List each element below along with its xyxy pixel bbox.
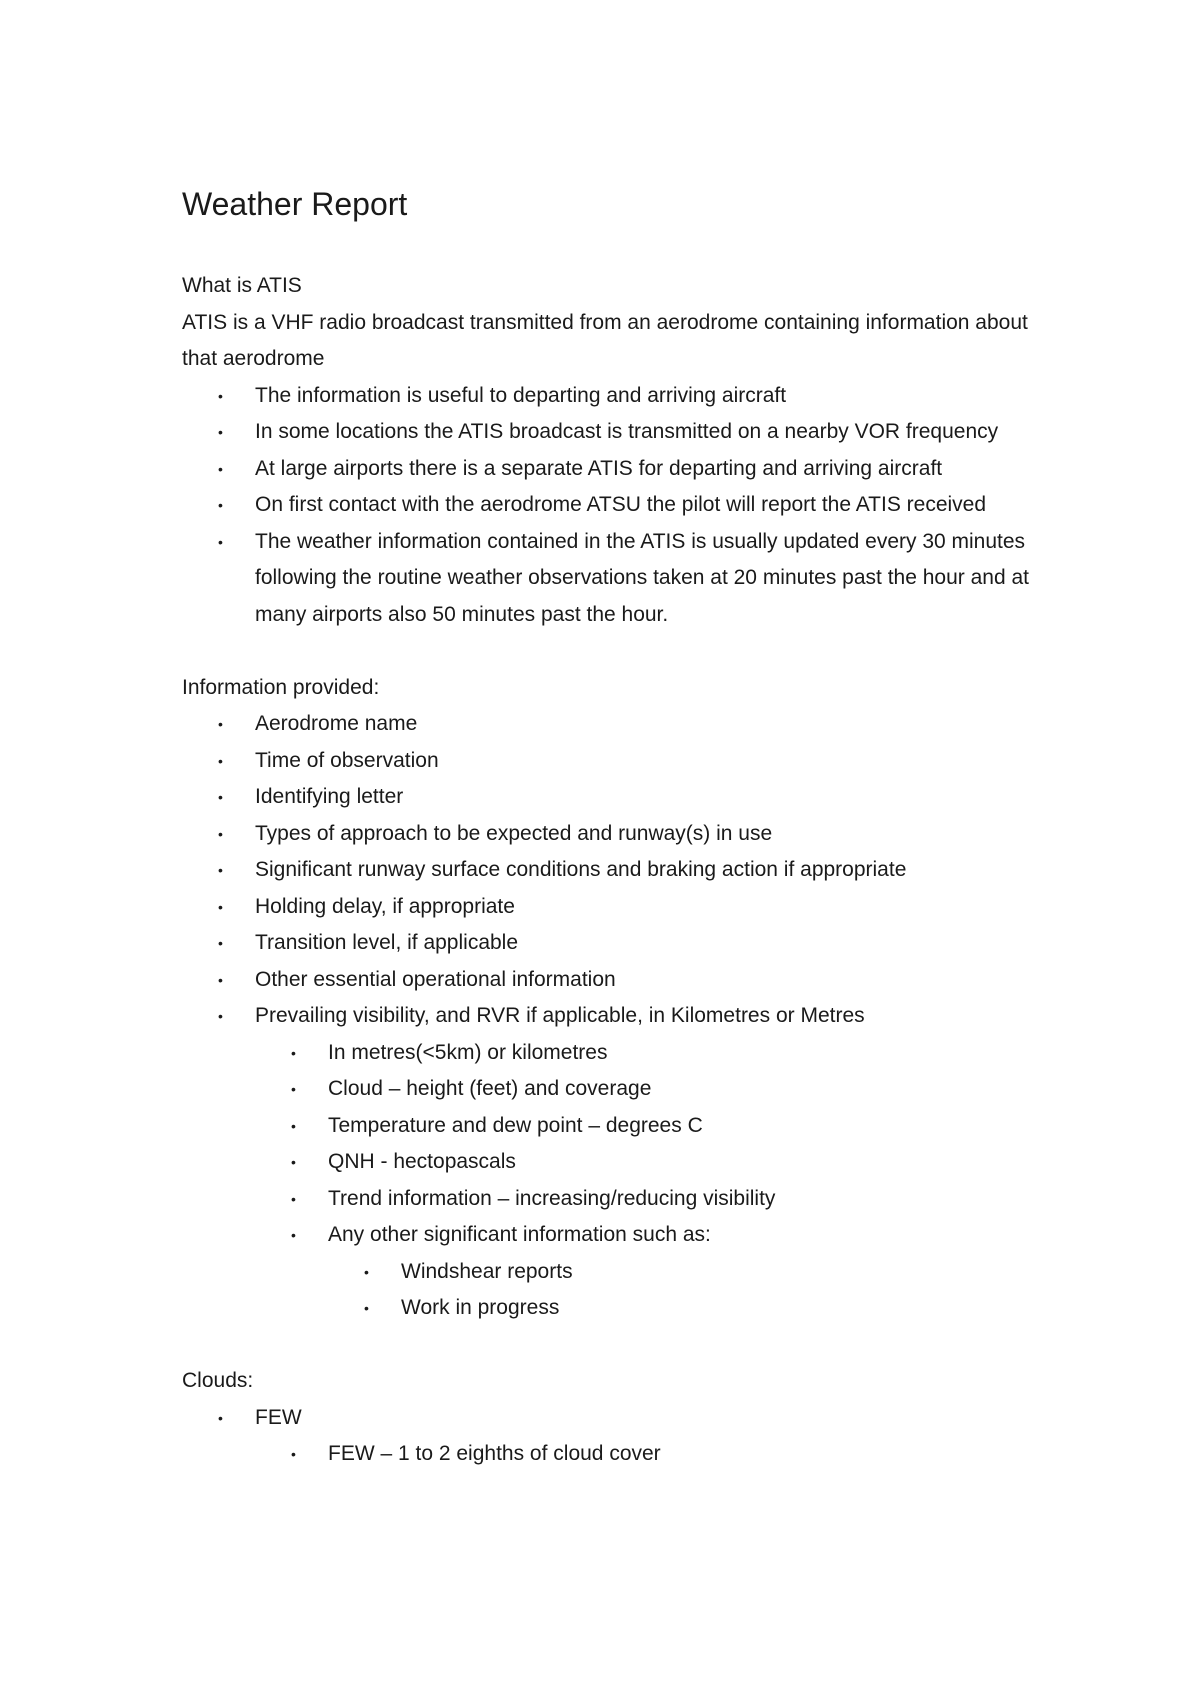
- list-item-text: Work in progress: [401, 1296, 560, 1319]
- list-item: [182, 816, 1042, 853]
- list-item: [182, 378, 1042, 415]
- bullet-icon: •: [291, 1081, 296, 1097]
- page-title: Weather Report: [182, 186, 408, 222]
- clouds-heading: Clouds:: [182, 1369, 254, 1392]
- list-item-text: FEW: [255, 1405, 302, 1429]
- list-item: [182, 1400, 1042, 1437]
- list-item-text: Temperature and dew point – degrees C: [328, 1113, 703, 1137]
- list-item-text: Windshear reports: [401, 1259, 573, 1283]
- bullet-icon: •: [364, 1300, 369, 1316]
- list-item-text: The weather information contained in the ATIS is usually updated every 30 minutes following the routine weather observations taken at 20 minutes past the hour and at many airports also 50 minutes past the hour.: [255, 529, 1029, 626]
- sub-sub-list-item: [182, 1254, 1042, 1291]
- atis-list: [182, 378, 1042, 634]
- list-item: [182, 779, 1042, 816]
- bullet-icon: •: [218, 971, 223, 988]
- info-heading: Information provided:: [182, 675, 380, 699]
- bullet-icon: •: [218, 789, 223, 805]
- list-item-text: Prevailing visibility, and RVR if applicable, in Kilometres or Metres: [255, 1004, 865, 1027]
- bullet-icon: •: [218, 862, 223, 878]
- list-item-text: In some locations the ATIS broadcast is transmitted on a nearby VOR frequency: [255, 420, 999, 443]
- list-item-text: On first contact with the aerodrome ATSU the pilot will report the ATIS received: [255, 493, 987, 516]
- bullet-icon: •: [218, 935, 223, 951]
- bullet-icon: •: [291, 1117, 296, 1134]
- list-item: [182, 487, 1042, 524]
- list-item-text: Identifying letter: [255, 785, 404, 808]
- list-item-text: In metres(<5km) or kilometres: [328, 1040, 608, 1064]
- list-item-text: Other essential operational information: [255, 967, 616, 991]
- sub-list-item: [182, 1436, 1042, 1473]
- list-item-text: Time of observation: [255, 748, 439, 772]
- bullet-icon: •: [218, 716, 223, 732]
- bullet-icon: •: [291, 1154, 296, 1170]
- bullet-icon: •: [218, 1008, 223, 1024]
- list-item-text: At large airports there is a separate ATIS for departing and arriving aircraft: [255, 456, 943, 480]
- list-item-text: Cloud – height (feet) and coverage: [328, 1077, 652, 1100]
- bullet-icon: •: [291, 1190, 296, 1207]
- bullet-icon: •: [291, 1446, 296, 1462]
- paragraph-gap: [182, 633, 1042, 670]
- list-item-text: Aerodrome name: [255, 712, 418, 735]
- list-item: [182, 524, 1042, 634]
- list-item-text: Trend information – increasing/reducing visibility: [328, 1186, 776, 1210]
- bullet-icon: •: [291, 1044, 296, 1061]
- list-item-text: Holding delay, if appropriate: [255, 894, 515, 918]
- sub-sub-list-item: [182, 1290, 1042, 1327]
- sub-list-item: [182, 1108, 1042, 1145]
- list-item-text: QNH - hectopascals: [328, 1150, 516, 1173]
- bullet-icon: •: [218, 424, 223, 440]
- bullet-icon: •: [218, 497, 223, 513]
- list-item: [182, 414, 1042, 451]
- bullet-icon: •: [364, 1263, 369, 1280]
- bullet-icon: •: [218, 752, 223, 769]
- bullet-icon: •: [218, 387, 223, 404]
- atis-intro: ATIS is a VHF radio broadcast transmitted from an aerodrome containing information about that aerodrome: [182, 310, 1028, 370]
- bullet-icon: •: [291, 1227, 296, 1243]
- clouds-list: [182, 1400, 1042, 1473]
- list-item-text: The information is useful to departing and arriving aircraft: [255, 383, 787, 407]
- sub-list-item: [182, 1071, 1042, 1108]
- atis-heading: What is ATIS: [182, 274, 302, 297]
- bullet-icon: •: [218, 898, 223, 915]
- sub-list-item: [182, 1217, 1042, 1254]
- list-item: [182, 706, 1042, 743]
- list-item: [182, 962, 1042, 999]
- paragraph-gap: [182, 1327, 1042, 1364]
- document-body: [182, 180, 1042, 1473]
- list-item-text: FEW – 1 to 2 eighths of cloud cover: [328, 1442, 661, 1465]
- bullet-icon: •: [218, 460, 223, 477]
- bullet-icon: •: [218, 1409, 223, 1426]
- sub-list-item: [182, 1035, 1042, 1072]
- list-item-text: Any other significant information such as:: [328, 1223, 711, 1246]
- sub-list-item: [182, 1144, 1042, 1181]
- list-item: [182, 743, 1042, 780]
- list-item-text: Transition level, if applicable: [255, 931, 519, 954]
- list-item: [182, 889, 1042, 926]
- list-item-text: Significant runway surface conditions and braking action if appropriate: [255, 858, 907, 881]
- list-item-text: Types of approach to be expected and runway(s) in use: [255, 821, 773, 845]
- list-item: [182, 852, 1042, 889]
- list-item: [182, 925, 1042, 962]
- sub-list-item: [182, 1181, 1042, 1218]
- info-list: [182, 706, 1042, 1327]
- bullet-icon: •: [218, 533, 223, 550]
- list-item: [182, 451, 1042, 488]
- list-item: [182, 998, 1042, 1035]
- bullet-icon: •: [218, 825, 223, 842]
